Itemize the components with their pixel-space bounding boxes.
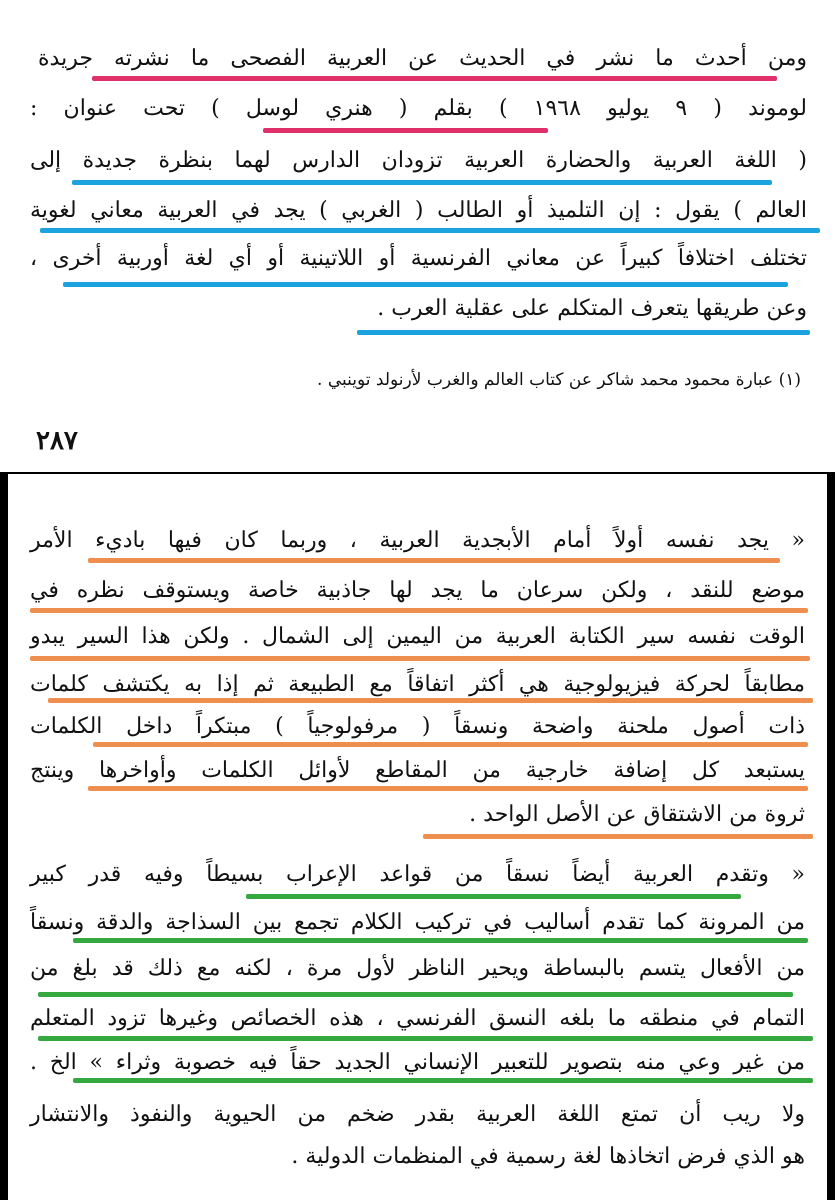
text-line: من غير وعي منه بتصوير للتعبير الإنساني الجديد حقاً فيه خصوبة وثراء » الخ . xyxy=(30,1050,805,1075)
text-line: لوموند ( ٩ يوليو ١٩٦٨ ) بقلم ( هنري لوسل ) تحت عنوان : xyxy=(30,96,807,121)
highlight-orange xyxy=(88,558,780,563)
highlight-green xyxy=(246,894,741,899)
text-line: موضع للنقد ، ولكن سرعان ما يجد لها جاذبية خاصة ويستوقف نظره في xyxy=(30,578,805,603)
highlight-orange xyxy=(48,698,813,703)
text-line: « يجد نفسه أولاً أمام الأبجدية العربية ، وربما كان فيها باديء الأمر xyxy=(30,528,805,553)
text-line: مطابقاً لحركة فيزيولوجية هي أكثر اتفاقاً مع الطبيعة ثم إذا به يكتشف كلمات xyxy=(30,672,805,697)
footnote: (١) عبارة محمود محمد شاكر عن كتاب العالم والغرب لأرنولد توينبي . xyxy=(317,370,801,390)
text-line: التمام في منطقه ما بلغه النسق الفرنسي ، هذه الخصائص وغيرها تزود المتعلم xyxy=(30,1006,805,1031)
highlight-green xyxy=(38,1036,813,1041)
highlight-orange xyxy=(30,656,810,661)
highlight-pink xyxy=(92,76,777,81)
highlight-green xyxy=(73,1078,813,1083)
highlight-orange xyxy=(88,786,808,791)
text-line: ذات أصول ملحنة واضحة ونسقاً ( مرفولوجياً ) مبتكراً داخل الكلمات xyxy=(30,714,805,739)
text-line: هو الذي فرض اتخاذها لغة رسمية في المنظمات الدولية . xyxy=(291,1144,805,1169)
highlight-blue xyxy=(357,330,810,335)
scanned-page-bottom xyxy=(8,474,827,1200)
cropped-previous-line xyxy=(40,0,795,14)
text-line: ولا ريب أن تمتع اللغة العربية بقدر ضخم من الحيوية والنفوذ والانتشار xyxy=(30,1102,805,1127)
text-line: الوقت نفسه سير الكتابة العربية من اليمين إلى الشمال . ولكن هذا السير يبدو xyxy=(30,624,805,649)
highlight-blue xyxy=(72,180,772,185)
highlight-green xyxy=(38,992,793,997)
text-line: من الأفعال يتسم بالبساطة ويحير الناظر لأول مرة ، لكنه مع ذلك قد بلغ من xyxy=(30,956,805,981)
text-line: العالم ) يقول : إن التلميذ أو الطالب ( الغربي ) يجد في العربية معاني لغوية xyxy=(30,198,807,223)
scanned-page-top xyxy=(0,0,835,472)
highlight-orange xyxy=(93,742,808,747)
highlight-green xyxy=(73,938,808,943)
text-line: من المرونة كما تقدم أساليب في تركيب الكلام تجمع بين السذاجة والدقة ونسقاً xyxy=(30,910,805,935)
page-number: ٢٨٧ xyxy=(36,426,78,456)
highlight-blue xyxy=(40,228,820,233)
text-line: ( اللغة العربية والحضارة العربية تزودان الدارس لهما بنظرة جديدة إلى xyxy=(30,148,807,173)
highlight-blue xyxy=(63,282,788,287)
text-line: تختلف اختلافاً كبيراً عن معاني الفرنسية أو اللاتينية أو أي لغة أوربية أخرى ، xyxy=(30,246,807,271)
text-line: يستبعد كل إضافة خارجية من المقاطع لأوائل الكلمات وأواخرها وينتج xyxy=(30,758,805,783)
highlight-orange xyxy=(30,608,808,613)
highlight-orange xyxy=(423,834,813,839)
text-line: ثروة من الاشتقاق عن الأصل الواحد . xyxy=(469,802,805,827)
text-line: « وتقدم العربية أيضاً نسقاً من قواعد الإعراب بسيطاً وفيه قدر كبير xyxy=(30,862,805,887)
text-line: وعن طريقها يتعرف المتكلم على عقلية العرب . xyxy=(377,296,807,321)
highlight-pink xyxy=(263,128,548,133)
text-line: ومن أحدث ما نشر في الحديث عن العربية الفصحى ما نشرته جريدة xyxy=(38,46,807,71)
